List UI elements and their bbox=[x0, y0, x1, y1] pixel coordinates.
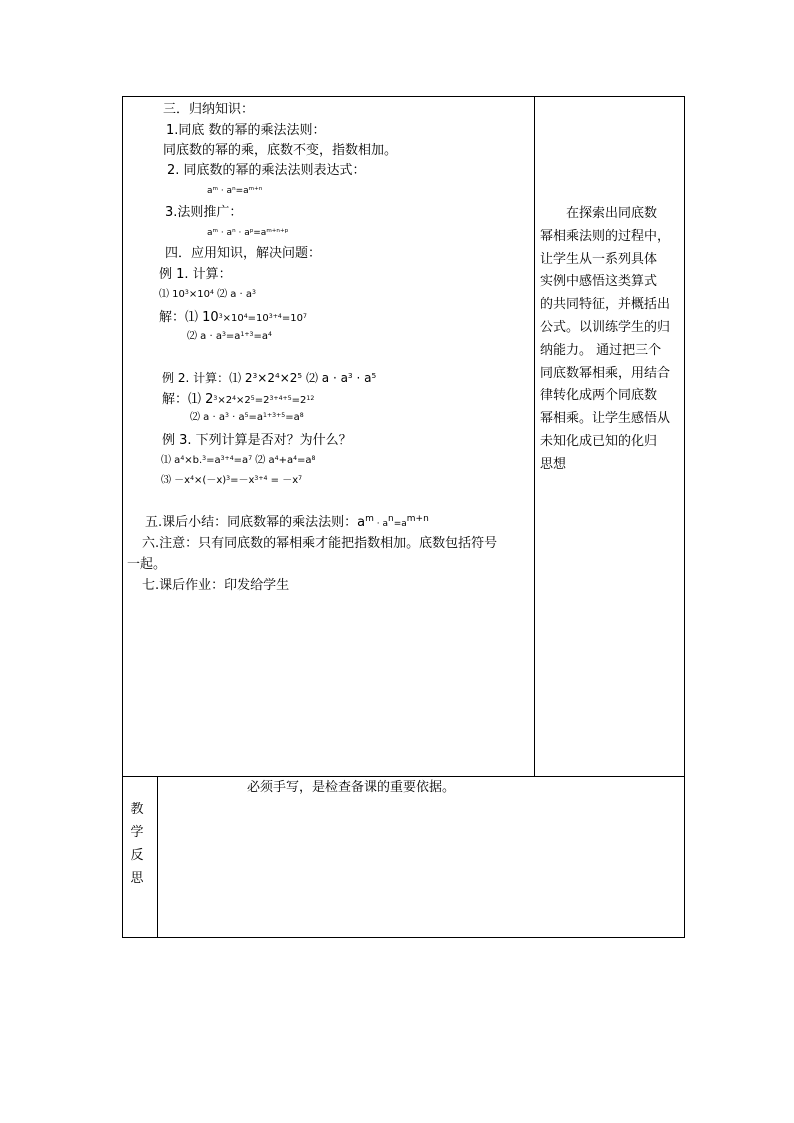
note-line: 公式。以训练学生的归 bbox=[540, 319, 671, 335]
example-2-question: 例 2. 计算：⑴ $2^3\times 2^4\times 2^5$ ⑵ $a \cdot a^3 \cdot a^5$ bbox=[162, 370, 377, 385]
label-char: 学 bbox=[130, 825, 144, 840]
note-line: 幂相乘法则的过程中， bbox=[540, 228, 671, 244]
label-char: 反 bbox=[130, 848, 144, 863]
reflection-divider bbox=[157, 776, 158, 938]
example-3-title: 例 3. 下列计算是否对？为什么？ bbox=[162, 433, 352, 448]
section-6-note-line-2: 一起。 bbox=[127, 557, 167, 572]
reflection-note: 必须手写，是检查备课的重要依据。 bbox=[247, 780, 456, 795]
rule-3-formula: $a^m \cdot a^n \cdot a^p=a^{m+n+p}$ bbox=[207, 227, 289, 238]
note-line: 纳能力。 通过把三个 bbox=[540, 342, 662, 358]
column-divider bbox=[534, 96, 535, 777]
example-2-solution-2: ⑵ $a \cdot a^3 \cdot a^5=a^{1+3+5}=a^8$ bbox=[190, 411, 304, 423]
note-line: 幂相乘。让学生感悟从 bbox=[540, 411, 671, 427]
example-3-item-1: ⑴ $a^4\times b.^3=a^{3+4}=a^7$ ⑵ $a^4+a^4=a^8$ bbox=[161, 454, 316, 466]
note-line: 思想 bbox=[540, 456, 567, 472]
rule-1-heading: 1.同底 数的幂的乘法法则： bbox=[166, 123, 326, 138]
label-char: 教 bbox=[130, 802, 144, 817]
example-1-title: 例 1. 计算： bbox=[159, 267, 232, 282]
rule-1-text: 同底数的幂的乘，底数不变，指数相加。 bbox=[163, 143, 398, 158]
rule-2-formula: $a^m \cdot a^n=a^{m+n}$ bbox=[207, 185, 263, 196]
note-line: 在探索出同底数 bbox=[540, 206, 658, 221]
example-2-solution-1: 解：⑴ $2^3\times 2^4\times 2^5=2^{3+4+5}=2^{12}$ bbox=[162, 392, 315, 407]
example-1-question: ⑴ $10^3\times 10^4$ ⑵ $a \cdot a^3$ bbox=[159, 288, 256, 300]
example-3-item-3: ⑶ $-x^4\times(-x)^3=-x^{3+4} = -x^7$ bbox=[161, 474, 303, 486]
section-6-note-line-1: 六.注意：只有同底数的幂相乘才能把指数相加。底数包括符号 bbox=[142, 536, 498, 551]
section-4-title: 四．应用知识，解决问题： bbox=[165, 246, 322, 261]
rule-3-heading: 3.法则推广： bbox=[165, 205, 243, 220]
note-line: 未知化成已知的化归 bbox=[540, 433, 658, 449]
note-line: 让学生从一系列具体 bbox=[540, 251, 658, 267]
section-5-summary: 五.课后小结：同底数幂的乘法法则：$a^m \cdot a^n=a^{m+n}$ bbox=[145, 514, 429, 530]
note-line: 律转化成两个同底数 bbox=[540, 388, 658, 404]
note-line: 的共同特征，并概括出 bbox=[540, 297, 671, 313]
row-divider bbox=[122, 776, 685, 777]
note-line: 实例中感悟这类算式 bbox=[540, 274, 658, 290]
design-intent-note bbox=[540, 203, 680, 477]
note-line: 同底数幂相乘，用结合 bbox=[540, 365, 671, 381]
section-3-title: 三．归纳知识： bbox=[163, 102, 255, 117]
reflection-label bbox=[127, 798, 147, 890]
section-7-homework: 七.课后作业：印发给学生 bbox=[142, 578, 290, 593]
rule-2-heading: 2. 同底数的幂的乘法法则表达式： bbox=[167, 163, 366, 178]
example-1-solution-2: ⑵ $a \cdot a^3=a^{1+3}=a^4$ bbox=[187, 330, 272, 342]
label-char: 思 bbox=[130, 871, 144, 886]
example-1-solution-1: 解：⑴ $10^3\times 10^4=10^{3+4}=10^7$ bbox=[159, 310, 307, 325]
